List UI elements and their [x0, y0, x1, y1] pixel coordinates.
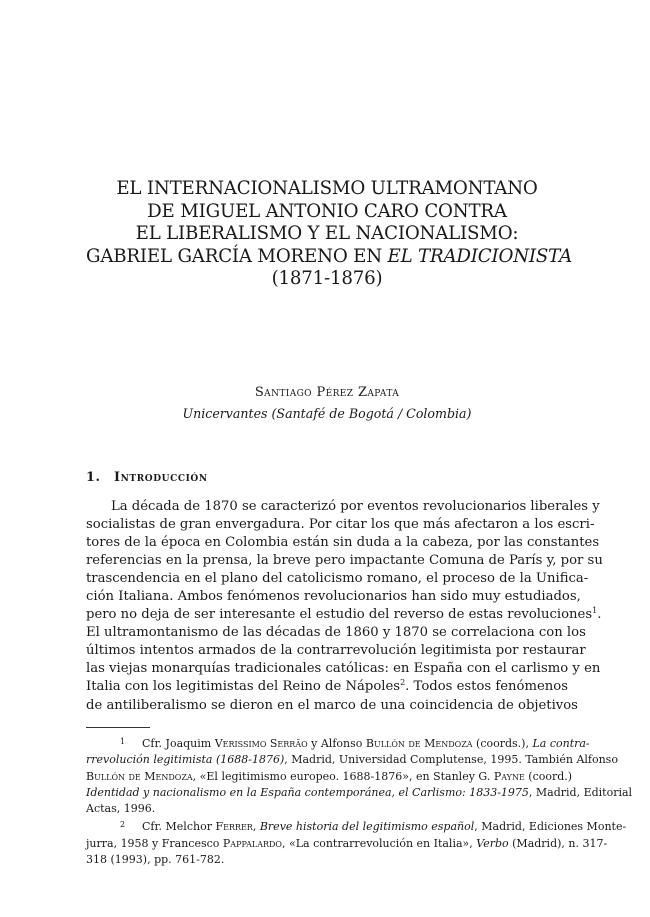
fn-text: Cfr. Joaquim: [142, 737, 215, 750]
body-line: socialistas de gran envergadura. Por citar los que más afectaron a los escri-: [86, 517, 595, 533]
footnote-1-line: [86, 769, 573, 785]
fn-author: Bullón de Mendoza: [86, 769, 193, 783]
footnote-1-line: [86, 752, 618, 768]
fn-author: Ferrer: [215, 820, 253, 834]
title-line-3: EL LIBERALISMO Y EL NACIONALISMO:: [135, 223, 519, 245]
fn-author: Pappalardo: [222, 836, 282, 850]
title-line-4: [86, 245, 573, 269]
body-line-end: . Todos estos fenómenos: [405, 679, 568, 695]
section-heading: [86, 470, 208, 485]
fn-text: (coords.),: [472, 737, 533, 750]
fn-text: , «El legitimismo europeo. 1688-1876», en Stanley G.: [192, 769, 494, 783]
fn-text: , Madrid, Universidad Complutense, 1995. También Alfonso: [284, 753, 618, 767]
fn-author: Payne: [493, 769, 525, 783]
body-text: [86, 498, 603, 715]
footnote-1-marker: 1: [120, 737, 126, 746]
fn-text: (Madrid), n. 317-: [508, 836, 608, 850]
section-title: Introducción: [114, 470, 208, 485]
body-line: [86, 606, 602, 624]
body-line-text: Italia con los legitimistas del Reino de Nápoles: [86, 679, 401, 695]
body-line-end: .: [597, 607, 602, 623]
title-line-4-prefix: GABRIEL GARCÍA MORENO EN: [86, 245, 382, 267]
author-affiliation: Unicervantes (Santafé de Bogotá / Colombia): [182, 406, 472, 421]
footnote-1-line: Actas, 1996.: [86, 802, 156, 816]
title-line-1: EL INTERNACIONALISMO ULTRAMONTANO: [116, 178, 538, 199]
body-line: [86, 678, 568, 696]
title-line-4-italic: EL TRADICIONISTA: [387, 245, 573, 267]
fn-text: y Alfonso: [307, 737, 366, 750]
body-line: últimos intentos armados de la contrarrevolución legitimista por restaurar: [86, 643, 586, 659]
body-line: ción Italiana. Ambos fenómenos revolucionarios han sido muy estudiados,: [86, 589, 581, 605]
fn-text: , «La contrarrevolución en Italia»,: [281, 836, 477, 850]
fn-work-title: Identidad y nacionalismo en la España contemporánea, el Carlismo: 1833-1975: [86, 785, 529, 799]
footnotes: [86, 734, 633, 868]
footnote-2-line: [86, 836, 608, 852]
title-line-5: (1871-1876): [271, 268, 383, 290]
body-line: La década de 1870 se caracterizó por eventos revolucionarios liberales y: [111, 499, 600, 514]
fn-text: (coord.): [524, 769, 573, 783]
fn-text: ,: [252, 820, 260, 834]
body-line: tores de la época en Colombia están sin duda a la cabeza, por las constantes: [86, 535, 600, 551]
fn-work-title: rrevolución legitimista (1688-1876): [86, 753, 285, 767]
body-line: trascendencia en el plano del catolicismo romano, el proceso de la Unifica-: [86, 571, 589, 587]
fn-work-title: Breve historia del legitimismo español: [259, 820, 475, 834]
article-title: [86, 178, 573, 291]
body-line: El ultramontanismo de las décadas de 1860 y 1870 se correlaciona con los: [86, 625, 586, 641]
body-line: referencias en la prensa, la breve pero impactante Comuna de París y, por su: [86, 553, 603, 569]
footnote-1-line: [86, 734, 590, 752]
author-name: Santiago Pérez Zapata: [254, 385, 400, 400]
body-line-text: pero no deja de ser interesante el estudio del reverso de estas revoluciones: [86, 607, 593, 623]
footnote-2-line: [86, 817, 627, 835]
body-line: las viejas monarquías tradicionales católicas: en España con el carlismo y en: [86, 661, 601, 677]
fn-author: Bullón de Mendoza: [365, 737, 473, 750]
footnote-2-marker: 2: [120, 820, 126, 830]
footnote-separator: [86, 727, 150, 728]
fn-text: , Madrid, Ediciones Monte-: [474, 820, 627, 834]
footnote-1-line: [86, 785, 633, 801]
body-line: de antiliberalismo se dieron en el marco de una coincidencia de objetivos: [86, 697, 578, 713]
footnote-ref-1[interactable]: 1: [592, 606, 598, 616]
fn-work-title: Verbo: [476, 836, 509, 850]
fn-text: jurra, 1958 y Francesco: [86, 836, 223, 850]
fn-text: , Madrid, Editorial: [528, 785, 633, 799]
fn-text: Cfr. Melchor: [142, 820, 216, 834]
section-number: 1.: [86, 470, 101, 485]
fn-author: Verissimo Serrão: [214, 737, 308, 750]
fn-work-title: La contra-: [532, 737, 590, 750]
title-line-2: DE MIGUEL ANTONIO CARO CONTRA: [147, 200, 507, 222]
footnote-2-line: 318 (1993), pp. 761-782.: [86, 853, 225, 867]
footnote-ref-2[interactable]: 2: [400, 678, 406, 688]
